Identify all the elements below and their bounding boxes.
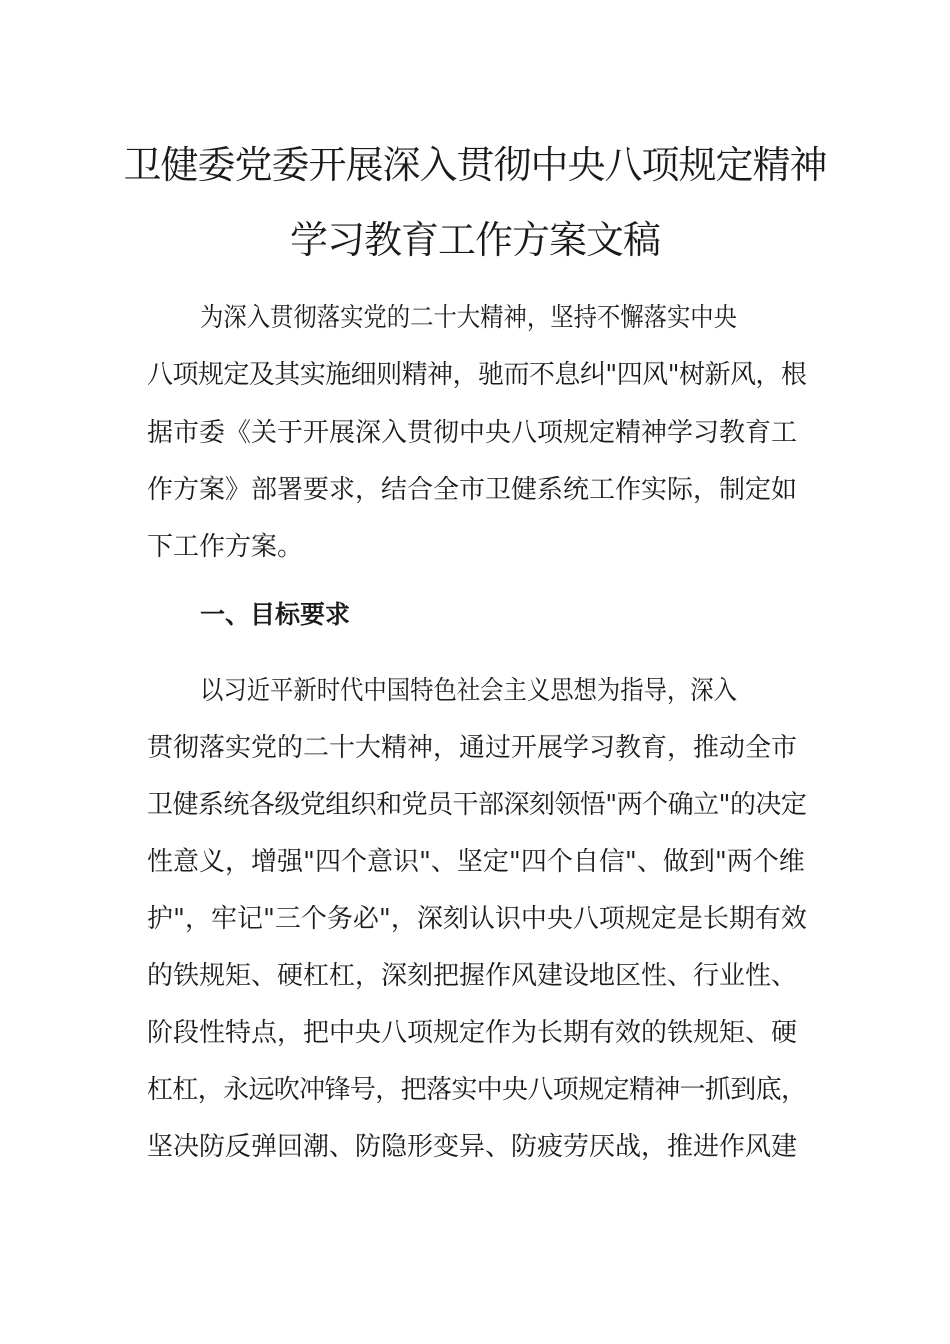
paragraph-2-line-7: 阶段性特点，把中央八项规定作为长期有效的铁规矩、硬 (147, 1018, 798, 1048)
paragraph-2-line-3: 卫健系统各级党组织和党员干部深刻领悟"两个确立"的决定 (147, 790, 807, 820)
document-title-line-2: 学习教育工作方案文稿 (289, 218, 660, 262)
document-title-line-1: 卫健委党委开展深入贯彻中央八项规定精神 (123, 143, 827, 187)
paragraph-2-line-4: 性意义，增强"四个意识"、坚定"四个自信"、做到"两个维 (147, 847, 805, 877)
paragraph-2-line-2: 贯彻落实党的二十大精神，通过开展学习教育，推动全市 (147, 733, 798, 763)
paragraph-2-line-1: 以习近平新时代中国特色社会主义思想为指导，深入 (200, 676, 738, 706)
section-heading-1: 一、目标要求 (200, 600, 351, 629)
paragraph-2-line-6: 的铁规矩、硬杠杠，深刻把握作风建设地区性、行业性、 (147, 961, 798, 991)
paragraph-1-line-2: 八项规定及其实施细则精神，驰而不息纠"四风"树新风，根 (147, 360, 807, 390)
paragraph-2-line-8: 杠杠，永远吹冲锋号，把落实中央八项规定精神一抓到底， (147, 1075, 807, 1105)
paragraph-1-line-3: 据市委《关于开展深入贯彻中央八项规定精神学习教育工 (147, 418, 798, 448)
paragraph-1-line-1: 为深入贯彻落实党的二十大精神，坚持不懈落实中央 (200, 303, 738, 333)
paragraph-1-line-5: 下工作方案。 (147, 532, 304, 562)
paragraph-2-line-9: 坚决防反弹回潮、防隐形变异、防疲劳厌战，推进作风建 (147, 1132, 798, 1162)
paragraph-1-line-4: 作方案》部署要求，结合全市卫健系统工作实际，制定如 (147, 475, 798, 505)
paragraph-2-line-5: 护"，牢记"三个务必"，深刻认识中央八项规定是长期有效 (147, 904, 807, 934)
